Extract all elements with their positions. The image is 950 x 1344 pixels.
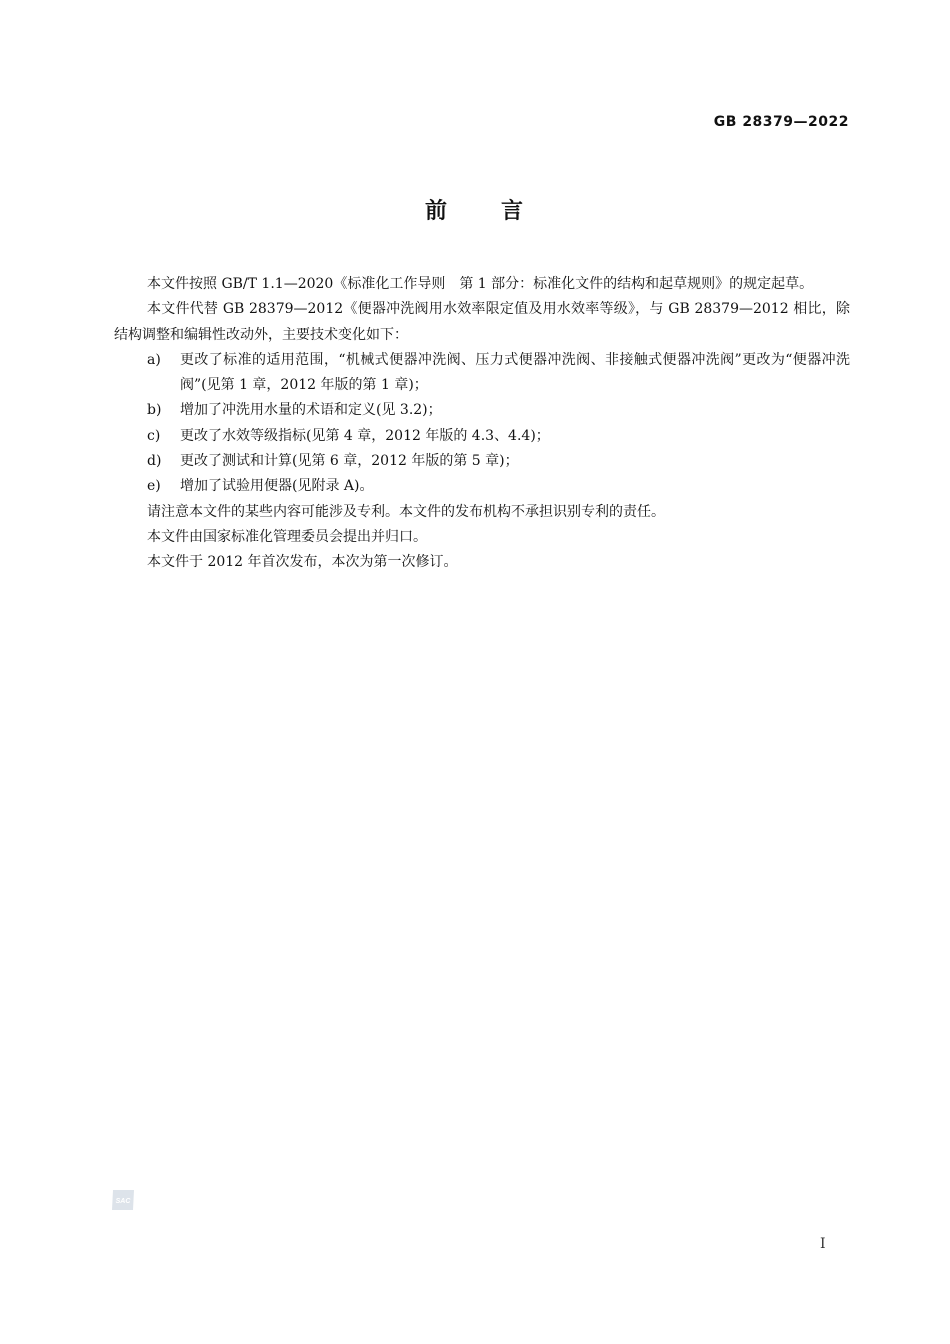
list-item [114, 474, 850, 499]
paragraph-replaces: 本文件代替 GB 28379—2012《便器冲洗阀用水效率限定值及用水效率等级》，与 GB 28379—2012 相比，除结构调整和编辑性改动外，主要技术变化如下： [114, 301, 850, 343]
list-marker: a) [147, 351, 161, 368]
list-marker: d) [147, 453, 162, 470]
list-item-text: 增加了冲洗用水量的术语和定义(见 3.2)； [180, 402, 442, 419]
list-item [114, 424, 850, 449]
list-item-text: 更改了测试和计算(见第 6 章，2012 年版的第 5 章)； [180, 453, 519, 470]
title-char-2: 言 [501, 199, 526, 224]
paragraph-history: 本文件于 2012 年首次发布，本次为第一次修订。 [147, 554, 458, 571]
paragraph-drafting-rules: 本文件按照 GB/T 1.1—2020《标准化工作导则 第 1 部分：标准化文件的结构和起草规则》的规定起草。 [147, 276, 814, 292]
list-marker: e) [147, 478, 161, 495]
list-item [114, 449, 850, 474]
title-char-1: 前 [424, 199, 449, 224]
paragraph-proposer: 本文件由国家标准化管理委员会提出并归口。 [147, 528, 427, 545]
page-title [0, 194, 950, 225]
sac-logo-icon [110, 1188, 136, 1212]
list-item-text: 增加了试验用便器(见附录 A)。 [180, 478, 374, 495]
paragraph-patent-notice: 请注意本文件的某些内容可能涉及专利。本文件的发布机构不承担识别专利的责任。 [147, 503, 665, 520]
list-item-text: 更改了水效等级指标(见第 4 章，2012 年版的 4.3、4.4)； [180, 427, 550, 444]
changes-list [114, 348, 850, 500]
list-item [114, 398, 850, 423]
page-number: I [820, 1236, 826, 1252]
list-marker: b) [147, 402, 162, 419]
standard-number: GB 28379—2022 [713, 114, 849, 130]
list-item [114, 348, 850, 399]
list-marker: c) [147, 427, 161, 444]
list-item-text: 更改了标准的适用范围，“机械式便器冲洗阀、压力式便器冲洗阀、非接触式便器冲洗阀”更改为“便器冲洗阀”(见第 1 章，2012 年版的第 1 章)； [180, 351, 850, 394]
document-body [114, 272, 850, 576]
logo-text: SAC [115, 1198, 131, 1205]
